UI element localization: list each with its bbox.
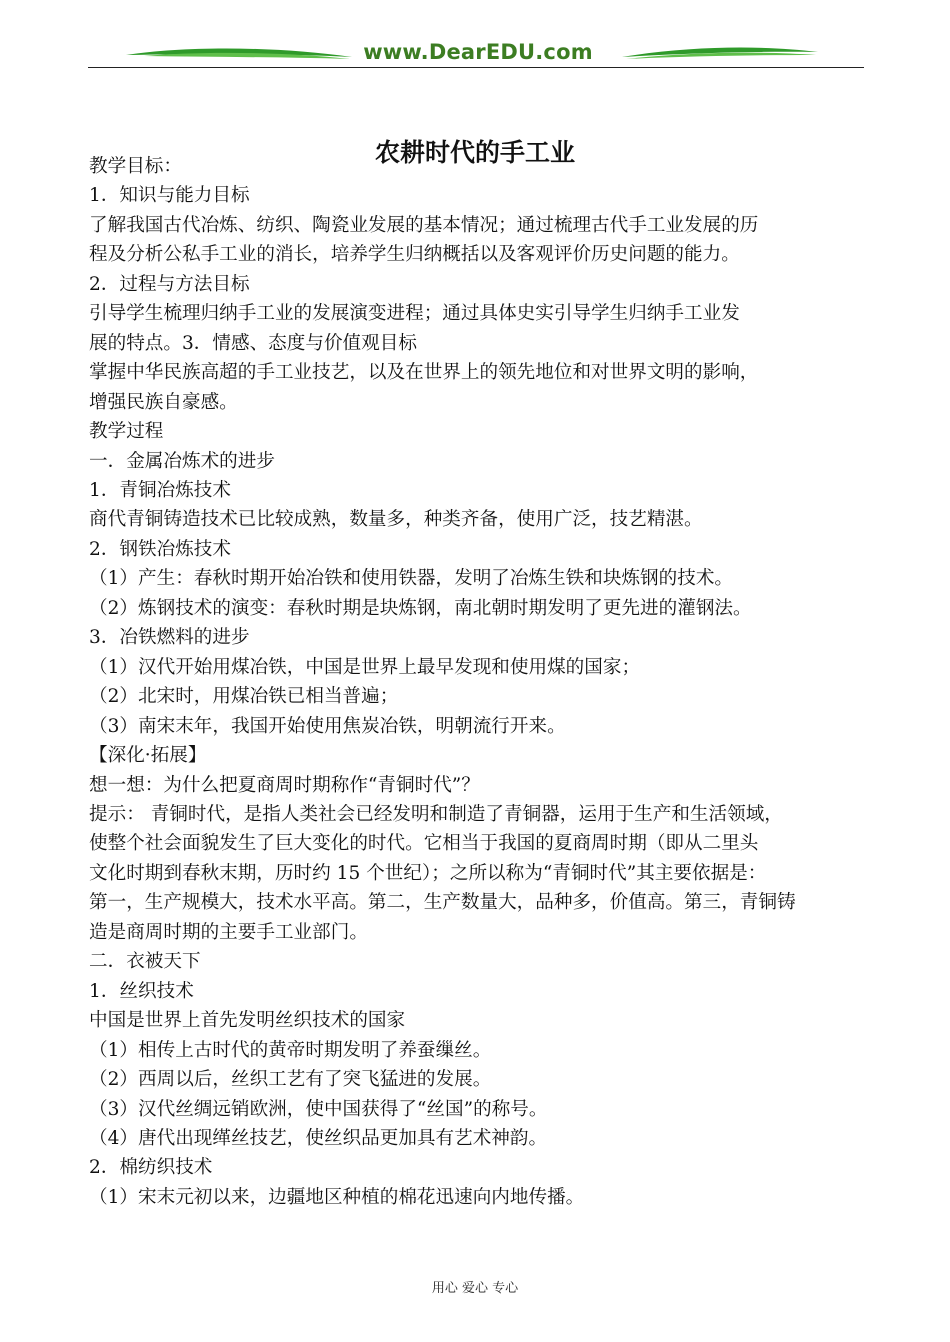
document-title: 农耕时代的手工业 (374, 137, 575, 167)
header-rule (88, 67, 864, 68)
body-line: 展的特点。3．情感、态度与价值观目标 (89, 332, 417, 354)
body-line: 二．衣被天下 (89, 951, 201, 973)
body-line: 提示： 青铜时代，是指人类社会已经发明和制造了青铜器，运用于生产和生活领域， (89, 803, 783, 825)
body-line: 1．丝织技术 (89, 980, 194, 1002)
body-line: 造是商周时期的主要手工业部门。 (89, 921, 368, 943)
body-line: 1．青铜冶炼技术 (89, 479, 231, 501)
page-header (88, 34, 864, 68)
body-line: （1）宋末元初以来，边疆地区种植的棉花迅速向内地传播。 (89, 1186, 585, 1208)
body-line: （4）唐代出现缂丝技艺，使丝织品更加具有艺术神韵。 (89, 1127, 548, 1149)
body-line: （1）汉代开始用煤冶铁，中国是世界上最早发现和使用煤的国家； (89, 656, 641, 678)
body-line: 1．知识与能力目标 (89, 185, 250, 207)
body-line: 掌握中华民族高超的手工业技艺，以及在世界上的领先地位和对世界文明的影响， (89, 362, 759, 384)
body-line: （3）南宋末年，我国开始使用焦炭冶铁，明朝流行开来。 (89, 715, 566, 737)
site-logo: www.DearEDU.com (363, 40, 593, 64)
body-line: （2）北宋时，用煤冶铁已相当普遍； (89, 686, 399, 708)
body-line: （1）产生：春秋时期开始冶铁和使用铁器，发明了冶炼生铁和块炼钢的技术。 (89, 568, 734, 590)
body-line: （2）炼钢技术的演变：春秋时期是块炼钢，南北朝时期发明了更先进的灌钢法。 (89, 597, 752, 619)
body-line: （2）西周以后，丝织工艺有了突飞猛进的发展。 (89, 1069, 492, 1091)
body-line: 2．钢铁冶炼技术 (89, 538, 231, 560)
body-line: 一．金属冶炼术的进步 (89, 450, 275, 472)
document-body (89, 152, 875, 1212)
body-line: 使整个社会面貌发生了巨大变化的时代。它相当于我国的夏商周时期（即从二里头 (89, 833, 759, 855)
right-swoosh-decoration (620, 44, 820, 66)
body-line: 【深化·拓展】 (89, 745, 207, 767)
body-line: 教学目标： (89, 156, 182, 177)
body-line: 教学过程 (89, 421, 164, 443)
left-swoosh-decoration (124, 44, 354, 66)
body-line: 第一，生产规模大，技术水平高。第二，生产数量大，品种多，价值高。第三，青铜铸 (89, 892, 796, 914)
body-line: （3）汉代丝绸远销欧洲，使中国获得了“丝国”的称号。 (89, 1098, 548, 1120)
body-line: 商代青铜铸造技术已比较成熟，数量多，种类齐备，使用广泛，技艺精湛。 (89, 509, 703, 531)
body-line: 想一想：为什么把夏商周时期称作“青铜时代”？ (89, 774, 480, 796)
body-line: 2．棉纺织技术 (89, 1157, 213, 1179)
page-footer: 用心 爱心 专心 (431, 1281, 519, 1296)
body-line: 程及分析公私手工业的消长，培养学生归纳概括以及客观评价历史问题的能力。 (89, 244, 740, 266)
body-line: 增强民族自豪感。 (89, 391, 238, 413)
body-line: 引导学生梳理归纳手工业的发展演变进程；通过具体史实引导学生归纳手工业发 (89, 303, 740, 325)
body-line: 了解我国古代冶炼、纺织、陶瓷业发展的基本情况；通过梳理古代手工业发展的历 (89, 214, 759, 236)
body-line: 2．过程与方法目标 (89, 273, 250, 295)
body-line: （1）相传上古时代的黄帝时期发明了养蚕缫丝。 (89, 1039, 492, 1061)
body-line: 3．冶铁燃料的进步 (89, 627, 250, 649)
body-line: 文化时期到春秋末期，历时约 15 个世纪）；之所以称为“青铜时代”其主要依据是： (89, 862, 767, 884)
body-line: 中国是世界上首先发明丝织技术的国家 (89, 1010, 406, 1032)
